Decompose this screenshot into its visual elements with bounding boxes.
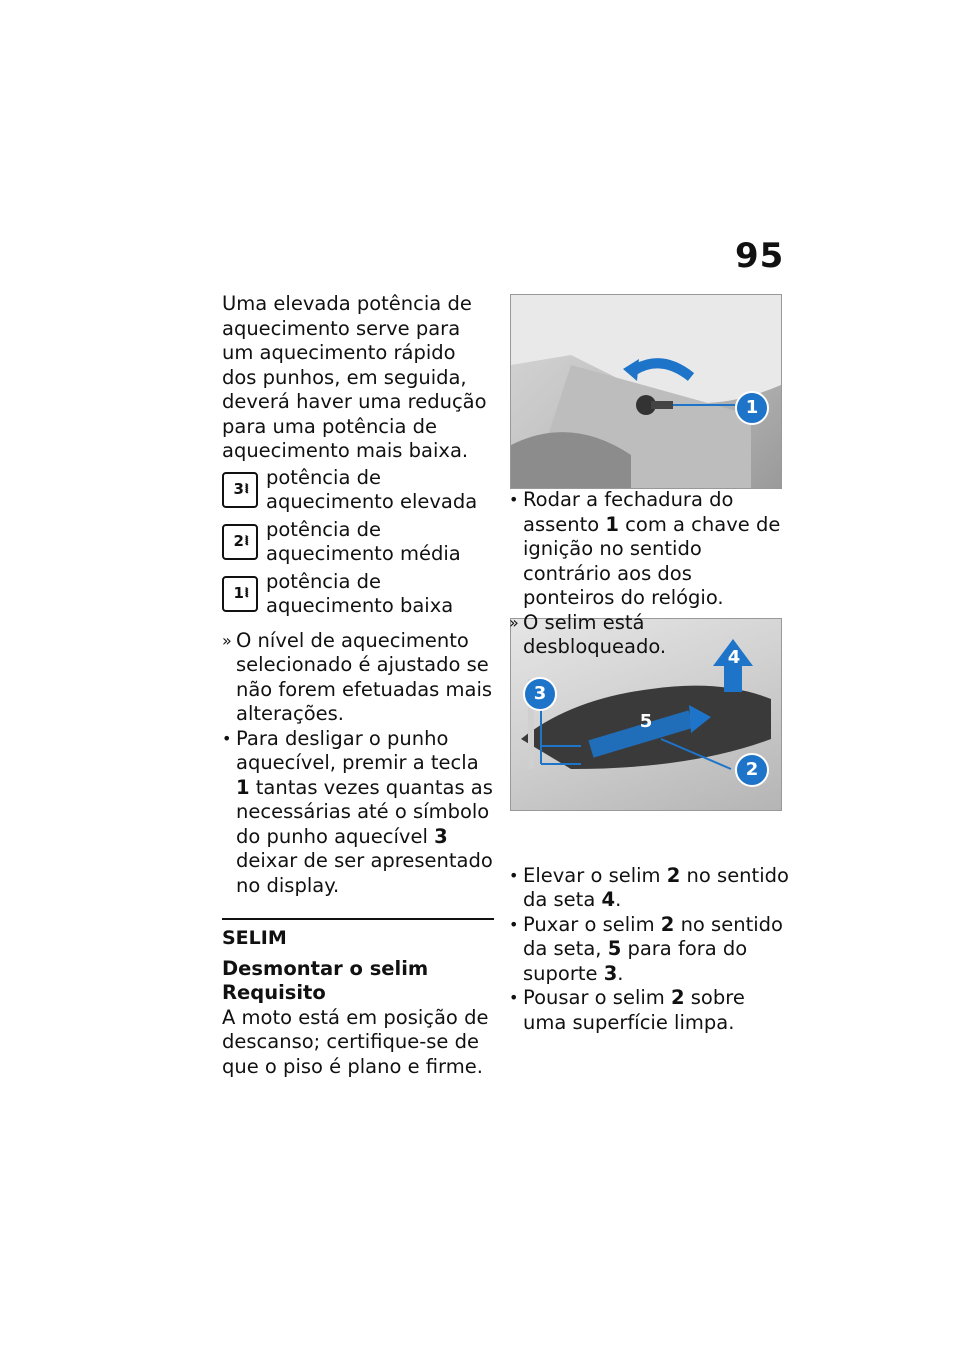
seat-lock-photo bbox=[510, 294, 782, 489]
page-number: 95 bbox=[735, 236, 785, 276]
intro-paragraph: Uma elevada potência de aquecimento serve para um aquecimento rápido dos punhos, em seguida, deverá haver uma redução para uma potência de aquecimento mais baixa. bbox=[222, 292, 487, 462]
subsection-title: Desmontar o selim bbox=[222, 956, 429, 980]
step-switch-off: • Para desligar o punho aquecível, premir a tecla 1 tantas vezes quantas as necessárias até o símbolo do punho aquecível 3 deixar de ser apresentado no display. bbox=[222, 726, 493, 897]
step-rotate-lock: • Rodar a fechadura do assento 1 com a chave de ignição no sentido contrário aos dos ponteiros do relógio. bbox=[509, 488, 781, 609]
right-column bbox=[509, 488, 789, 1035]
callout-3: 3 bbox=[523, 677, 557, 711]
callout-5: 5 bbox=[639, 711, 653, 732]
seat-lock-illustration bbox=[511, 295, 781, 488]
heated-grip-level-3-icon: 3 ⦚⦚⦚ bbox=[222, 472, 258, 508]
bullet-marker: • bbox=[222, 728, 232, 748]
heated-grip-level-2-icon: 2 ⦚⦚⦚ bbox=[222, 524, 258, 560]
bullet-marker: • bbox=[509, 865, 519, 885]
left-column bbox=[222, 292, 494, 1079]
bullet-marker: • bbox=[509, 490, 519, 509]
bullet-marker: • bbox=[509, 914, 519, 934]
heat-level-low-label: potência de aquecimento baixa bbox=[266, 569, 454, 617]
result-marker: » bbox=[222, 630, 232, 650]
heat-level-high bbox=[222, 466, 494, 515]
heat-level-medium bbox=[222, 518, 494, 567]
requirement-title: Requisito bbox=[222, 981, 326, 1004]
requirement-text: A moto está em posição de descanso; certifique-se de que o piso é plano e firme. bbox=[222, 1005, 489, 1078]
section-divider bbox=[222, 918, 494, 920]
result-unlocked: » O selim está desbloqueado. bbox=[509, 610, 667, 658]
step-raise-seat: • Elevar o selim 2 no sentido da seta 4. bbox=[509, 863, 789, 911]
bullet-marker: • bbox=[509, 988, 519, 1007]
callout-4: 4 bbox=[727, 647, 741, 668]
section-title: SELIM bbox=[222, 927, 287, 949]
callout-1: 1 bbox=[735, 391, 769, 425]
step-place-seat: • Pousar o selim 2 sobre uma superfície limpa. bbox=[509, 986, 745, 1034]
result-item: » O nível de aquecimento selecionado é ajustado se não forem efetuadas mais alterações. bbox=[222, 628, 493, 725]
result-marker: » bbox=[509, 612, 519, 632]
heat-level-high-label: potência de aquecimento elevada bbox=[266, 465, 478, 513]
callout-2: 2 bbox=[735, 753, 769, 787]
heat-level-low bbox=[222, 570, 494, 619]
heated-grip-level-1-icon: 1 ⦚⦚⦚ bbox=[222, 576, 258, 612]
step-pull-seat: • Puxar o selim 2 no sentido da seta, 5 para fora do suporte 3. bbox=[509, 912, 783, 985]
heat-level-medium-label: potência de aquecimento média bbox=[266, 517, 461, 565]
